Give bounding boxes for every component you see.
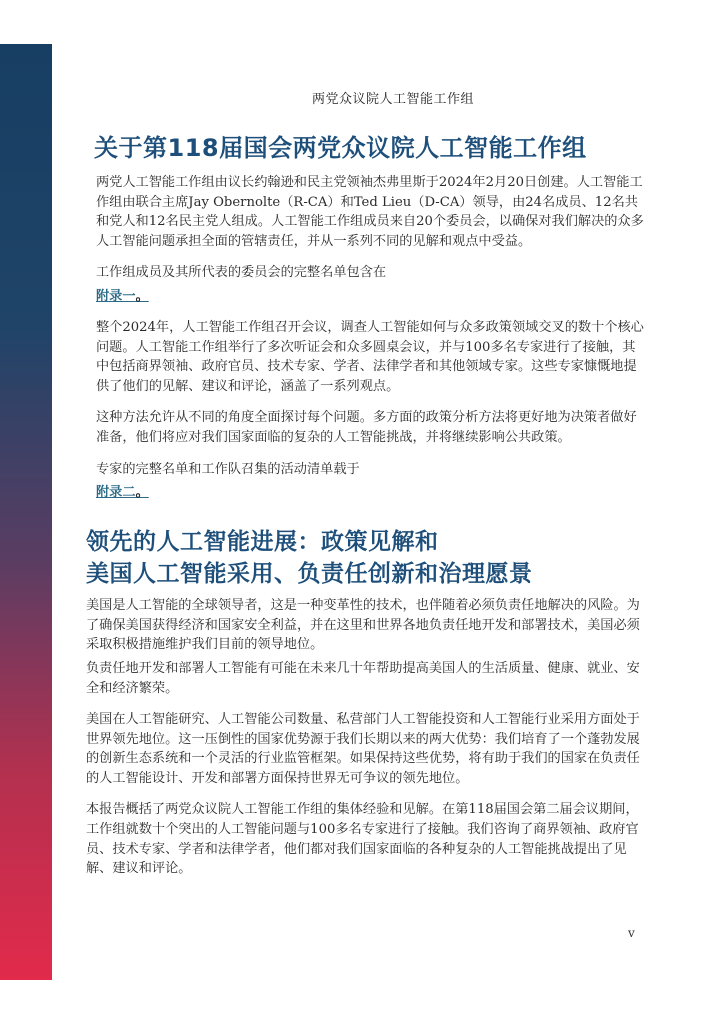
section-title-line-2: 美国人工智能采用、负责任创新和治理愿景 — [86, 561, 533, 588]
section-title-line-1: 领先的人工智能进展：政策见解和 — [86, 529, 439, 556]
appendix-1-link-text: 附录一 — [96, 288, 136, 304]
section-title-about: 关于第118届国会两党众议院人工智能工作组 — [94, 134, 587, 162]
paragraph: 本报告概括了两党众议院人工智能工作组的集体经验和见解。在第118届国会第二届会议期间，工作组就数十个突出的人工智能问题与100多名专家进行了接触。我们咨询了商界领袖、政府官员、技术专家、学者和法律学者，他们都对我们国家面临的各种复杂的人工智能挑战提出了见解、建议和评论。 — [86, 802, 639, 877]
page-content — [86, 128, 646, 891]
page-number: v — [628, 926, 635, 940]
appendix-2-punct: 。 — [135, 485, 149, 501]
paragraph: 美国在人工智能研究、人工智能公司数量、私营部门人工智能投资和人工智能行业采用方面处于世界领先地位。这一压倒性的国家优势源于我们长期以来的两大优势：我们培育了一个蓬勃发展的创新生态系统和一个灵活的行业监管框架。如果保持这些优势，将有助于我们的国家在负责任的人工智能设计、开发和部署方面保持世界无可争议的领先地位。 — [86, 712, 640, 786]
paragraph: 工作组成员及其所代表的委员会的完整名单包含在 — [96, 265, 387, 281]
paragraph: 这种方法允许从不同的角度全面探讨每个问题。多方面的政策分析方法将更好地为决策者做好准备，他们将应对我们国家面临的复杂的人工智能挑战，并将继续影响公共政策。 — [96, 410, 637, 445]
section-leading-ai — [86, 526, 646, 879]
paragraph: 美国是人工智能的全球领导者，这是一种变革性的技术，也伴随着必须负责任地解决的风险。为了确保美国获得经济和国家安全利益，并在这里和世界各地负责任地开发和部署技术，美国必须采取积极措施维护我们目前的领导地位。 — [86, 598, 640, 653]
section-title-leading-ai — [86, 526, 646, 590]
paragraph: 整个2024年，人工智能工作组召开会议，调查人工智能如何与众多政策领域交叉的数十个核心问题。人工智能工作组举行了多次听证会和众多圆桌会议，并与100多名专家进行了接触，其中包括商界领袖、政府官员、技术专家、学者、法律学者和其他领域专家。这些专家慷慨地提供了他们的见解、建议和评论，涵盖了一系列观点。 — [96, 319, 644, 394]
paragraph: 负责任地开发和部署人工智能有可能在未来几十年帮助提高美国人的生活质量、健康、就业、安全和经济繁荣。 — [86, 660, 640, 696]
appendix-2-link[interactable] — [96, 483, 646, 502]
running-header: 两党众议院人工智能工作组 — [312, 92, 475, 107]
paragraph: 专家的完整名单和工作队召集的活动清单载于 — [96, 461, 360, 477]
appendix-1-punct: 。 — [135, 288, 149, 304]
decorative-side-bar — [0, 44, 52, 980]
appendix-2-link-text: 附录二 — [96, 485, 136, 501]
paragraph: 两党人工智能工作组由议长约翰逊和民主党领袖杰弗里斯于2024年2月20日创建。人工智能工作组由联合主席Jay Obernolte（R-CA）和Ted Lieu（D-CA）领导，由24名成员、12名共和党人和12名民主党人组成。人工智能工作组成员来自20个委员会，以确保对我们解决的众多人工智能问题承担全面的管辖责任，并从一系列不同的见解和观点中受益。 — [96, 175, 644, 249]
appendix-1-link[interactable] — [96, 287, 646, 306]
